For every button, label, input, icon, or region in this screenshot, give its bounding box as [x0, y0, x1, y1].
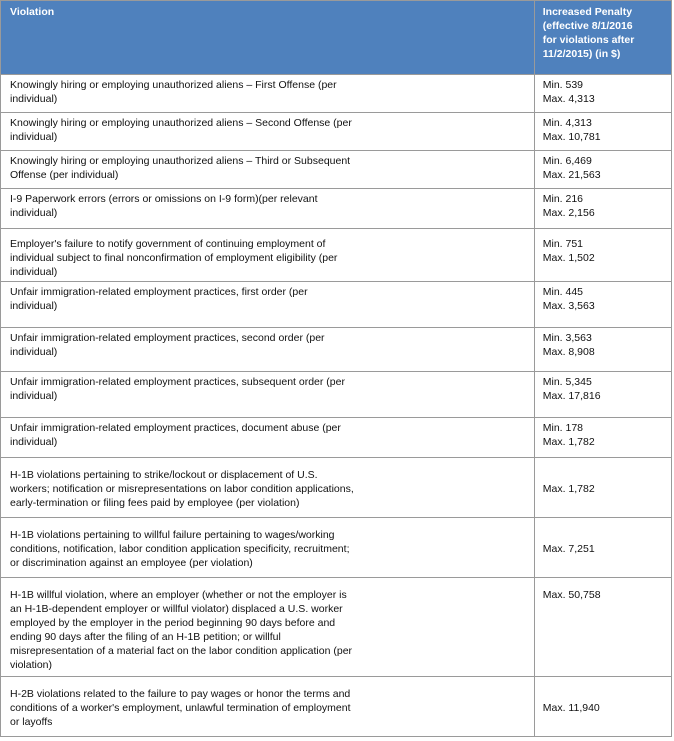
penalty-cell: Max. 50,758: [534, 578, 671, 677]
table-row: [1, 418, 672, 458]
penalty-cell: Min. 445 Max. 3,563: [534, 282, 671, 328]
violation-cell: I-9 Paperwork errors (errors or omissions on I-9 form)(per relevant individual): [1, 189, 535, 229]
penalty-cell: Min. 4,313 Max. 10,781: [534, 113, 671, 151]
penalty-cell: Min. 539 Max. 4,313: [534, 75, 671, 113]
violation-header: Violation: [1, 1, 535, 75]
violation-cell: Knowingly hiring or employing unauthorized aliens – First Offense (per individual): [1, 75, 535, 113]
table-row: [1, 282, 672, 328]
violation-cell: Knowingly hiring or employing unauthorized aliens – Second Offense (per individual): [1, 113, 535, 151]
violation-cell: Unfair immigration-related employment practices, first order (per individual): [1, 282, 535, 328]
violation-cell: H-1B violations pertaining to strike/lockout or displacement of U.S. workers; notification or misrepresentations on labor condition applications, early-termination or filing fees paid by employee (per violation): [1, 458, 535, 518]
table-row: [1, 229, 672, 282]
table-row: [1, 75, 672, 113]
table-row: [1, 113, 672, 151]
penalty-cell: Min. 3,563 Max. 8,908: [534, 328, 671, 372]
violation-cell: Knowingly hiring or employing unauthorized aliens – Third or Subsequent Offense (per individual): [1, 151, 535, 189]
penalty-cell: Max. 7,251: [534, 518, 671, 578]
header-row: [1, 1, 672, 75]
violation-cell: Unfair immigration-related employment practices, subsequent order (per individual): [1, 372, 535, 418]
table-row: [1, 518, 672, 578]
penalty-cell: Min. 178 Max. 1,782: [534, 418, 671, 458]
violation-cell: H-2B violations related to the failure to pay wages or honor the terms and conditions of a worker's employment, unlawful termination of employment or layoffs: [1, 677, 535, 737]
penalty-cell: Min. 5,345 Max. 17,816: [534, 372, 671, 418]
table-row: [1, 677, 672, 737]
penalty-header: Increased Penalty (effective 8/1/2016 for violations after 11/2/2015) (in $): [534, 1, 671, 75]
penalty-cell: Max. 11,940: [534, 677, 671, 737]
table-row: [1, 578, 672, 677]
table-row: [1, 458, 672, 518]
table-row: [1, 189, 672, 229]
violation-cell: Unfair immigration-related employment practices, second order (per individual): [1, 328, 535, 372]
violation-cell: Unfair immigration-related employment practices, document abuse (per individual): [1, 418, 535, 458]
penalty-cell: Min. 6,469 Max. 21,563: [534, 151, 671, 189]
table-row: [1, 328, 672, 372]
penalty-cell: Max. 1,782: [534, 458, 671, 518]
penalty-cell: Min. 216 Max. 2,156: [534, 189, 671, 229]
table-row: [1, 372, 672, 418]
violation-cell: Employer's failure to notify government of continuing employment of individual subject to final nonconfirmation of employment eligibility (per individual): [1, 229, 535, 282]
penalty-cell: Min. 751 Max. 1,502: [534, 229, 671, 282]
table-row: [1, 151, 672, 189]
violation-cell: H-1B willful violation, where an employer (whether or not the employer is an H-1B-dependent employer or willful violator) displaced a U.S. worker employed by the employer in the period beginning 90 days before and ending 90 days after the filing of an H-1B petition; or willful misrepresentation of a material fact on the labor condition application (per violation): [1, 578, 535, 677]
violation-cell: H-1B violations pertaining to willful failure pertaining to wages/working conditions, notification, labor condition application specificity, recruitment; or discrimination against an employee (per violation): [1, 518, 535, 578]
